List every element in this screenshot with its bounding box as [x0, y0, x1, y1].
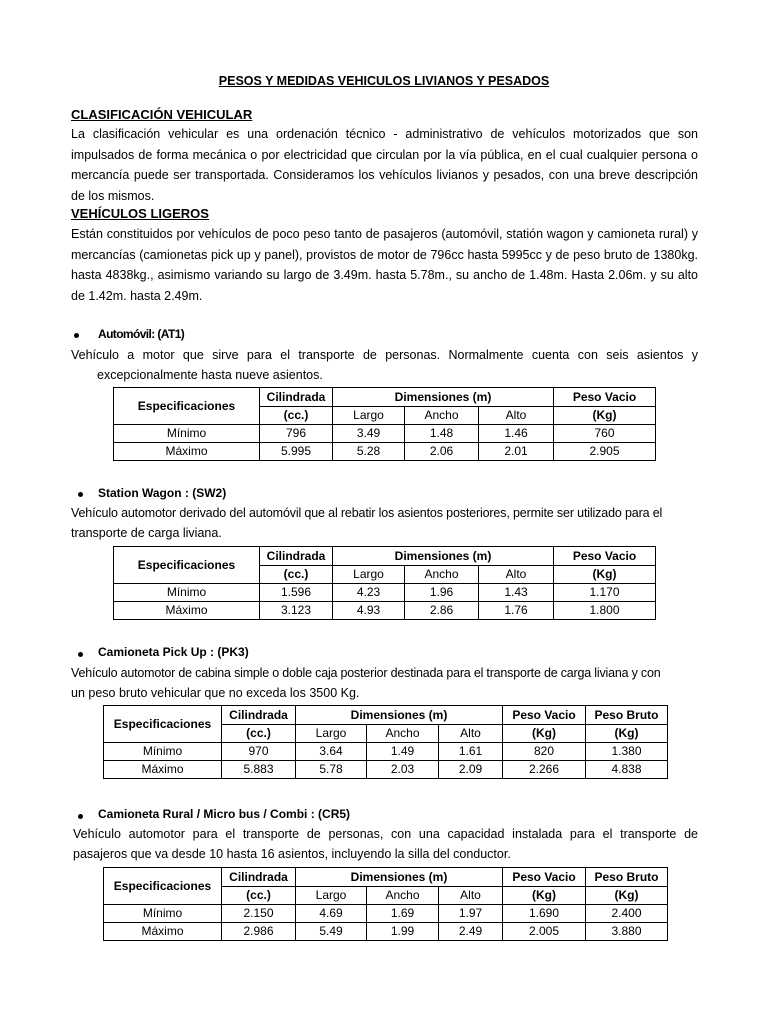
cell-peso-vacio: 1.170: [554, 584, 656, 602]
bullet-icon: [78, 492, 83, 497]
cell-largo: 3.49: [333, 425, 405, 443]
header-ancho: Ancho: [367, 887, 439, 905]
header-largo: Largo: [296, 725, 367, 743]
cell-largo: 5.28: [333, 443, 405, 461]
header-largo: Largo: [296, 887, 367, 905]
row-label: Mínimo: [114, 425, 260, 443]
row-label: Máximo: [114, 443, 260, 461]
header-especificaciones: Especificaciones: [104, 706, 222, 743]
cell-peso-vacio: 2.005: [503, 923, 586, 941]
ligeros-heading: VEHÍCULOS LIGEROS: [71, 206, 209, 221]
header-kg: (Kg): [503, 725, 586, 743]
header-dimensiones: Dimensiones (m): [296, 706, 503, 725]
cell-peso-vacio: 760: [554, 425, 656, 443]
cell-ancho: 1.48: [405, 425, 479, 443]
header-dimensiones: Dimensiones (m): [333, 388, 554, 407]
cell-peso-bruto: 4.838: [586, 761, 668, 779]
cell-largo: 5.49: [296, 923, 367, 941]
section-rural-line2: pasajeros que va desde 10 hasta 16 asientos, incluyendo la silla del conductor.: [73, 847, 511, 861]
cell-cilindrada: 3.123: [260, 602, 333, 620]
section-station-wagon-line2: transporte de carga liviana.: [71, 526, 222, 540]
header-peso-vacio: Peso Vacio: [554, 547, 656, 566]
cell-peso-vacio: 2.905: [554, 443, 656, 461]
row-label: Mínimo: [104, 905, 222, 923]
cell-ancho: 1.49: [367, 743, 439, 761]
cell-cilindrada: 2.150: [222, 905, 296, 923]
cell-cilindrada: 970: [222, 743, 296, 761]
table-automovil: [113, 387, 656, 461]
cell-largo: 5.78: [296, 761, 367, 779]
header-kg: (Kg): [554, 407, 656, 425]
section-station-wagon-title: Station Wagon : (SW2): [98, 486, 227, 500]
header-kg: (Kg): [503, 887, 586, 905]
header-cilindrada: Cilindrada: [260, 388, 333, 407]
cell-peso-bruto: 3.880: [586, 923, 668, 941]
header-largo: Largo: [333, 566, 405, 584]
cell-largo: 4.69: [296, 905, 367, 923]
section-automovil-line2: excepcionalmente hasta nueve asientos.: [97, 368, 323, 382]
table-row: [104, 905, 668, 923]
cell-cilindrada: 5.995: [260, 443, 333, 461]
page-title: PESOS Y MEDIDAS VEHICULOS LIVIANOS Y PESADOS: [218, 74, 550, 88]
row-label: Mínimo: [114, 584, 260, 602]
cell-peso-vacio: 2.266: [503, 761, 586, 779]
header-dimensiones: Dimensiones (m): [296, 868, 503, 887]
header-largo: Largo: [333, 407, 405, 425]
section-station-wagon-line1: Vehículo automotor derivado del automóvil que al rebatir los asientos posteriores, permite ser utilizado para el: [71, 506, 663, 520]
section-pickup-title: Camioneta Pick Up : (PK3): [98, 645, 249, 659]
cell-cilindrada: 1.596: [260, 584, 333, 602]
table-pickup: [103, 705, 668, 779]
cell-ancho: 1.96: [405, 584, 479, 602]
cell-cilindrada: 796: [260, 425, 333, 443]
cell-largo: 3.64: [296, 743, 367, 761]
row-label: Máximo: [104, 923, 222, 941]
cell-alto: 1.97: [439, 905, 503, 923]
header-ancho: Ancho: [405, 407, 479, 425]
bullet-icon: [78, 652, 83, 657]
bullet-icon: [74, 333, 79, 338]
cell-cilindrada: 5.883: [222, 761, 296, 779]
header-kg: (Kg): [586, 887, 668, 905]
section-automovil-line1: Vehículo a motor que sirve para el transporte de personas. Normalmente cuenta con seis asientos y: [71, 348, 698, 362]
cell-ancho: 1.99: [367, 923, 439, 941]
cell-peso-bruto: 1.380: [586, 743, 668, 761]
cell-alto: 2.49: [439, 923, 503, 941]
header-alto: Alto: [479, 566, 554, 584]
table-rural: [103, 867, 668, 941]
cell-ancho: 2.03: [367, 761, 439, 779]
row-label: Mínimo: [104, 743, 222, 761]
header-especificaciones: Especificaciones: [104, 868, 222, 905]
clasificacion-paragraph: La clasificación vehicular es una ordenación técnico - administrativo de vehículos motorizados que son impulsados de forma mecánica o por electricidad que circulan por la vía pública, en el cual cualquier persona o mercancía puede ser transportada. Consideramos los vehículos livianos y pesados, con una breve descripción de los mismos.: [71, 127, 698, 204]
table-row: [114, 602, 656, 620]
section-pickup-line1: Vehículo automotor de cabina simple o doble caja posterior destinada para el transporte de carga liviana y con: [71, 666, 661, 680]
row-label: Máximo: [114, 602, 260, 620]
header-peso-vacio: Peso Vacio: [503, 706, 586, 725]
header-cc: (cc.): [260, 407, 333, 425]
cell-ancho: 2.86: [405, 602, 479, 620]
header-cilindrada: Cilindrada: [222, 706, 296, 725]
section-rural-title: Camioneta Rural / Micro bus / Combi : (CR5): [98, 807, 351, 821]
table-row: [114, 425, 656, 443]
cell-largo: 4.93: [333, 602, 405, 620]
cell-peso-vacio: 1.690: [503, 905, 586, 923]
cell-largo: 4.23: [333, 584, 405, 602]
clasificacion-heading: CLASIFICACIÓN VEHICULAR: [71, 107, 253, 122]
section-automovil-title: Automóvil: (AT1): [98, 327, 185, 341]
header-alto: Alto: [439, 725, 503, 743]
cell-cilindrada: 2.986: [222, 923, 296, 941]
header-kg: (Kg): [554, 566, 656, 584]
header-peso-vacio: Peso Vacio: [503, 868, 586, 887]
header-cilindrada: Cilindrada: [222, 868, 296, 887]
ligeros-paragraph: Están constituidos por vehículos de poco peso tanto de pasajeros (automóvil, statión wagon y camioneta rural) y mercancías (camionetas pick up y panel), provistos de motor de 796cc hasta 5995cc y de peso bruto de 1380kg. hasta 4838kg., asimismo variando su largo de 3.49m. hasta 5.78m., su ancho de 1.48m. Hasta 2.06m. y su alto de 1.42m. hasta 2.49m.: [71, 227, 698, 304]
section-rural-line1: Vehículo automotor para el transporte de personas, con una capacidad instalada para el transporte de: [73, 827, 698, 841]
header-alto: Alto: [479, 407, 554, 425]
cell-alto: 1.43: [479, 584, 554, 602]
header-dimensiones: Dimensiones (m): [333, 547, 554, 566]
header-especificaciones: Especificaciones: [114, 388, 260, 425]
header-cc: (cc.): [222, 887, 296, 905]
cell-alto: 1.76: [479, 602, 554, 620]
header-cc: (cc.): [260, 566, 333, 584]
cell-alto: 2.01: [479, 443, 554, 461]
table-row: [114, 443, 656, 461]
table-row: [104, 761, 668, 779]
cell-ancho: 2.06: [405, 443, 479, 461]
header-peso-bruto: Peso Bruto: [586, 706, 668, 725]
table-row: [104, 923, 668, 941]
bullet-icon: [78, 814, 83, 819]
cell-peso-bruto: 2.400: [586, 905, 668, 923]
header-kg: (Kg): [586, 725, 668, 743]
cell-peso-vacio: 820: [503, 743, 586, 761]
header-ancho: Ancho: [367, 725, 439, 743]
table-station-wagon: [113, 546, 656, 620]
header-cc: (cc.): [222, 725, 296, 743]
header-ancho: Ancho: [405, 566, 479, 584]
cell-alto: 2.09: [439, 761, 503, 779]
table-row: [104, 743, 668, 761]
header-peso-vacio: Peso Vacio: [554, 388, 656, 407]
cell-peso-vacio: 1.800: [554, 602, 656, 620]
header-cilindrada: Cilindrada: [260, 547, 333, 566]
table-row: [114, 584, 656, 602]
header-peso-bruto: Peso Bruto: [586, 868, 668, 887]
header-especificaciones: Especificaciones: [114, 547, 260, 584]
section-pickup-line2: un peso bruto vehicular que no exceda los 3500 Kg.: [71, 686, 360, 700]
cell-alto: 1.61: [439, 743, 503, 761]
header-alto: Alto: [439, 887, 503, 905]
row-label: Máximo: [104, 761, 222, 779]
cell-alto: 1.46: [479, 425, 554, 443]
cell-ancho: 1.69: [367, 905, 439, 923]
